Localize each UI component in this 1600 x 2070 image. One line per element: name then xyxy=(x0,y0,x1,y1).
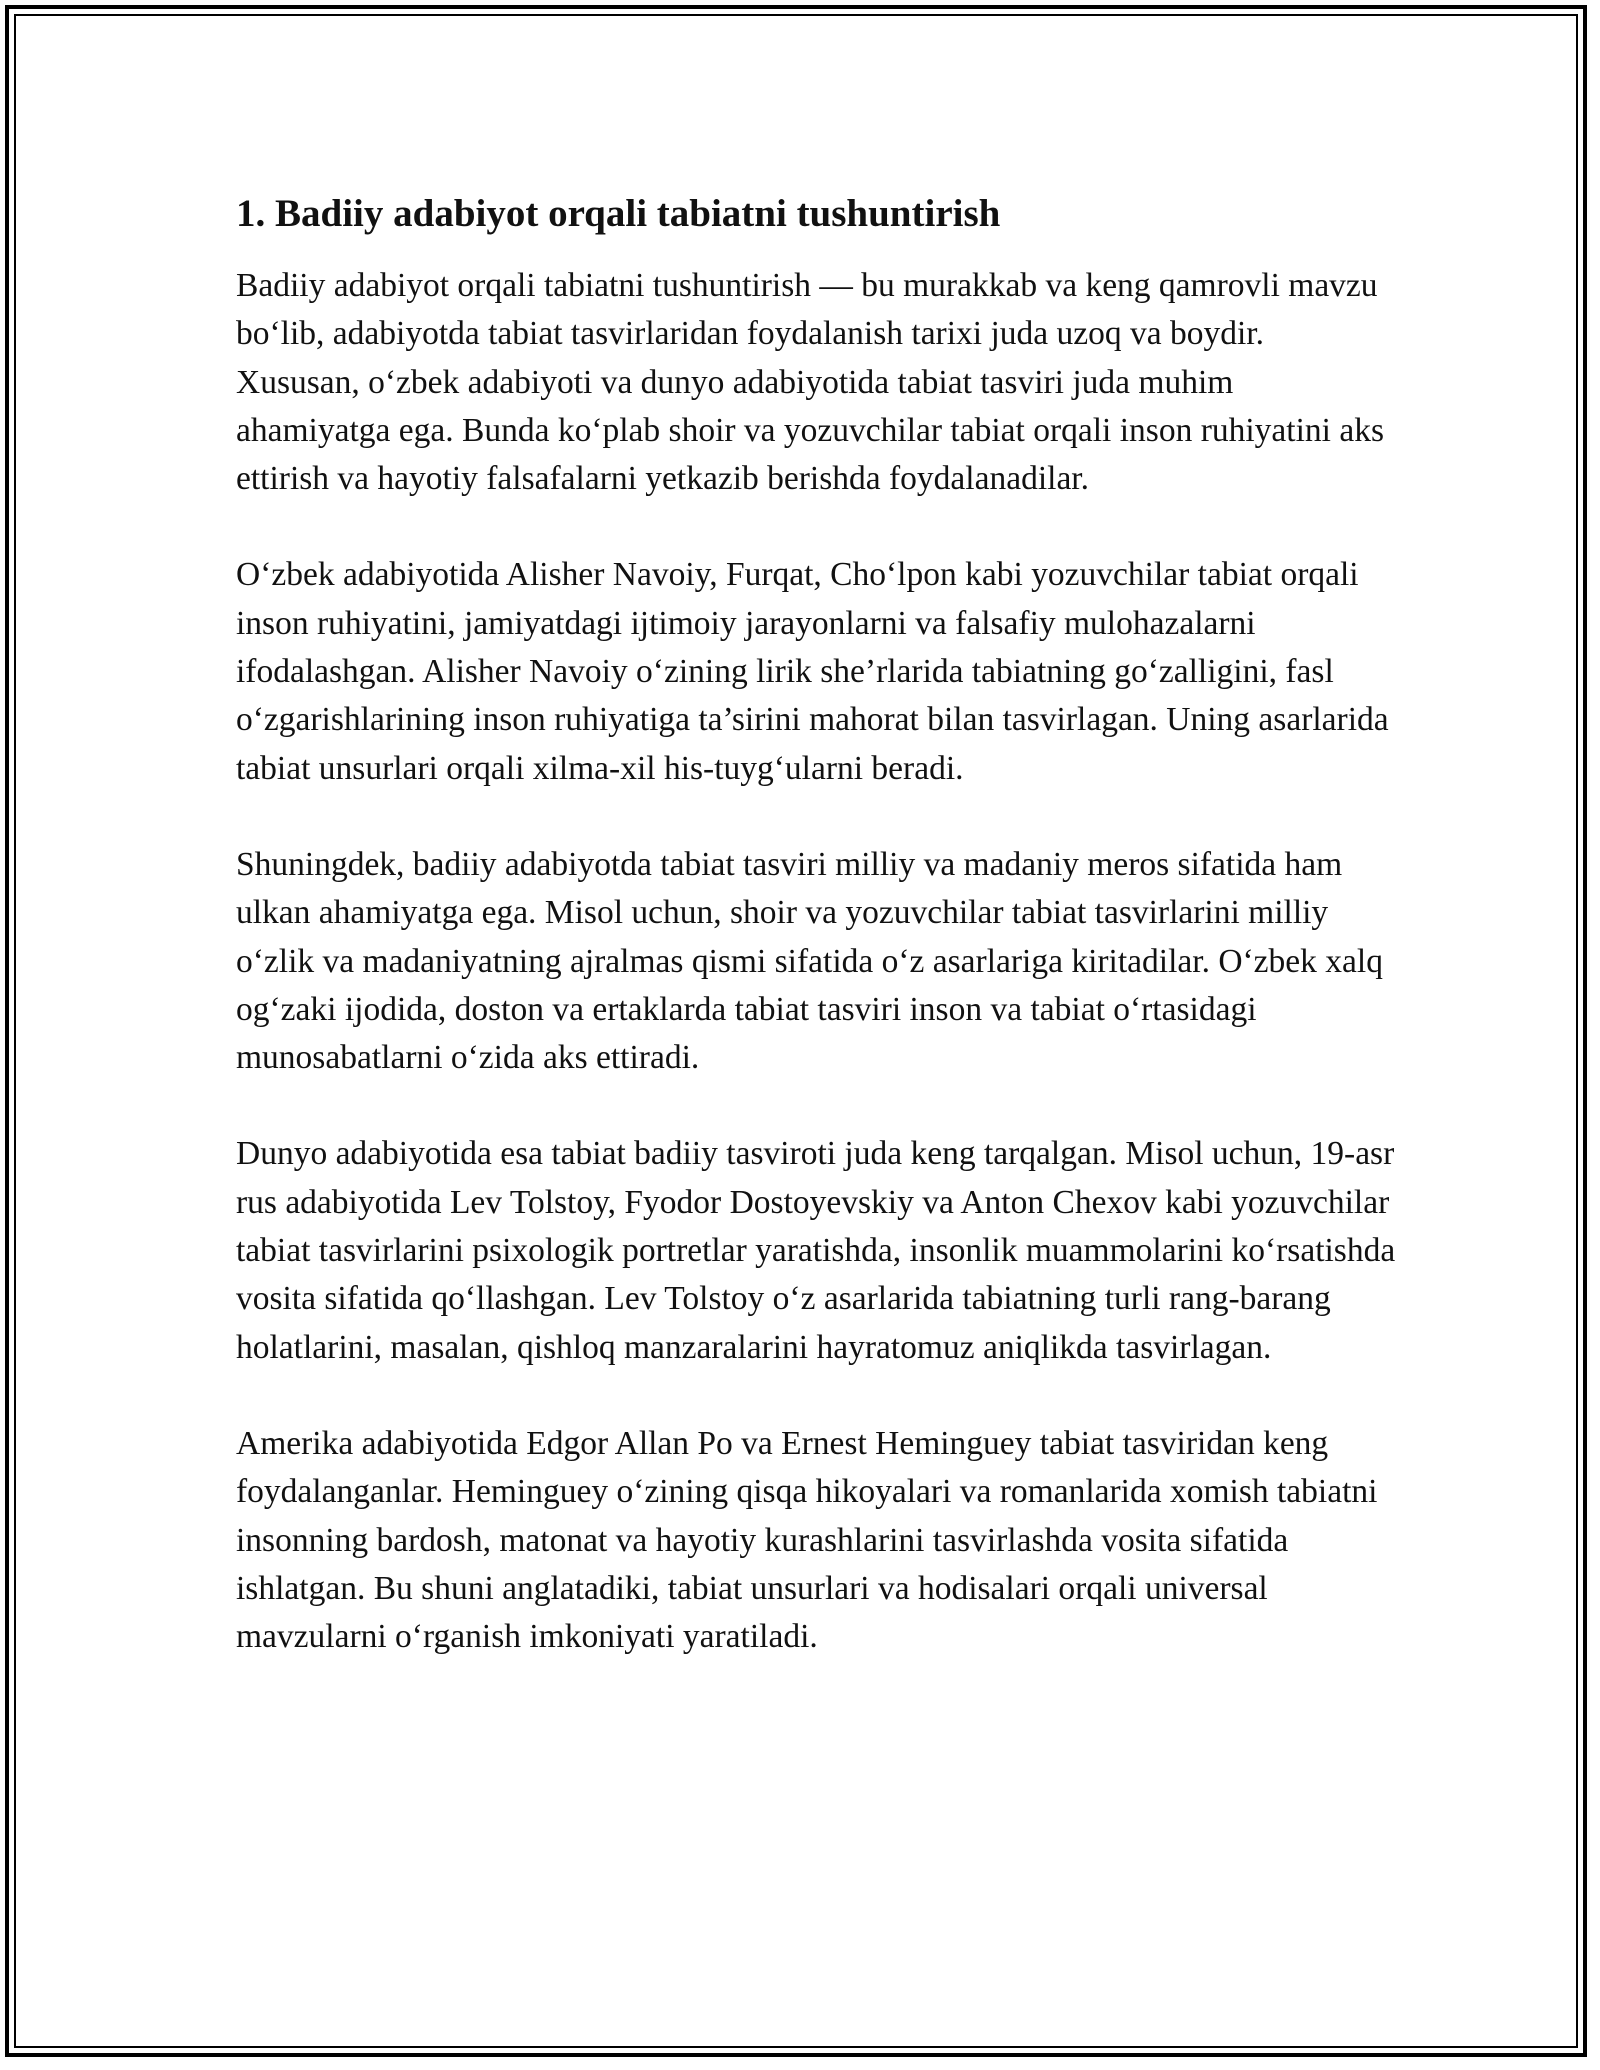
paragraph-2: O‘zbek adabiyotida Alisher Navoiy, Furqat, Cho‘lpon kabi yozuvchilar tabiat orqali inson ruhiyatini, jamiyatdagi ijtimoiy jarayonlarni va falsafiy mulohazalarni ifodalashgan. Alisher Navoiy o‘zining lirik she’rlarida tabiatning go‘zalligini, fasl o‘zgarishlarining inson ruhiyatiga ta’sirini mahorat bilan tasvirlagan. Uning asarlarida tabiat unsurlari orqali xilma-xil his-tuyg‘ularni beradi. xyxy=(236,556,1389,787)
paragraph-3: Shuningdek, badiiy adabiyotda tabiat tasviri milliy va madaniy meros sifatida ham ulkan ahamiyatga ega. Misol uchun, shoir va yozuvchilar tabiat tasvirlarini milliy o‘zlik va madaniyatning ajralmas qismi sifatida o‘z asarlariga kiritadilar. O‘zbek xalq og‘zaki ijodida, doston va ertaklarda tabiat tasviri inson va tabiat o‘rtasidagi munosabatlarni o‘zida aks ettiradi. xyxy=(236,845,1383,1077)
paragraph-1: Badiiy adabiyot orqali tabiatni tushuntirish — bu murakkab va keng qamrovli mavzu bo‘lib, adabiyotda tabiat tasvirlaridan foydalanish tarixi juda uzoq va boydir. Xususan, o‘zbek adabiyoti va dunyo adabiyotida tabiat tasviri juda muhim ahamiyatga ega. Bunda ko‘plab shoir va yozuvchilar tabiat orqali inson ruhiyatini aks ettirish va hayotiy falsafalarni yetkazib berishda foydalanadilar. xyxy=(236,267,1384,498)
section-heading: 1. Badiiy adabiyot orqali tabiatni tushuntirish xyxy=(236,192,1001,235)
document-body xyxy=(236,188,1396,1661)
paragraph-5: Amerika adabiyotida Edgor Allan Po va Ernest Heminguey tabiat tasviridan keng foydalanganlar. Heminguey o‘zining qisqa hikoyalari va romanlarida xomish tabiatni insonning bardosh, matonat va hayotiy kurashlarini tasvirlashda vosita sifatida ishlatgan. Bu shuni anglatadiki, tabiat unsurlari va hodisalari orqali universal mavzularni o‘rganish imkoniyati yaratiladi. xyxy=(236,1424,1378,1656)
paragraph-4: Dunyo adabiyotida esa tabiat badiiy tasviroti juda keng tarqalgan. Misol uchun, 19-asr rus adabiyotida Lev Tolstoy, Fyodor Dostoyevskiy va Anton Chexov kabi yozuvchilar tabiat tasvirlarini psixologik portretlar yaratishda, insonlik muammolarini ko‘rsatishda vosita sifatida qo‘llashgan. Lev Tolstoy o‘z asarlarida tabiatning turli rang-barang holatlarini, masalan, qishloq manzaralarini hayratomuz aniqlikda tasvirlagan. xyxy=(236,1135,1396,1366)
